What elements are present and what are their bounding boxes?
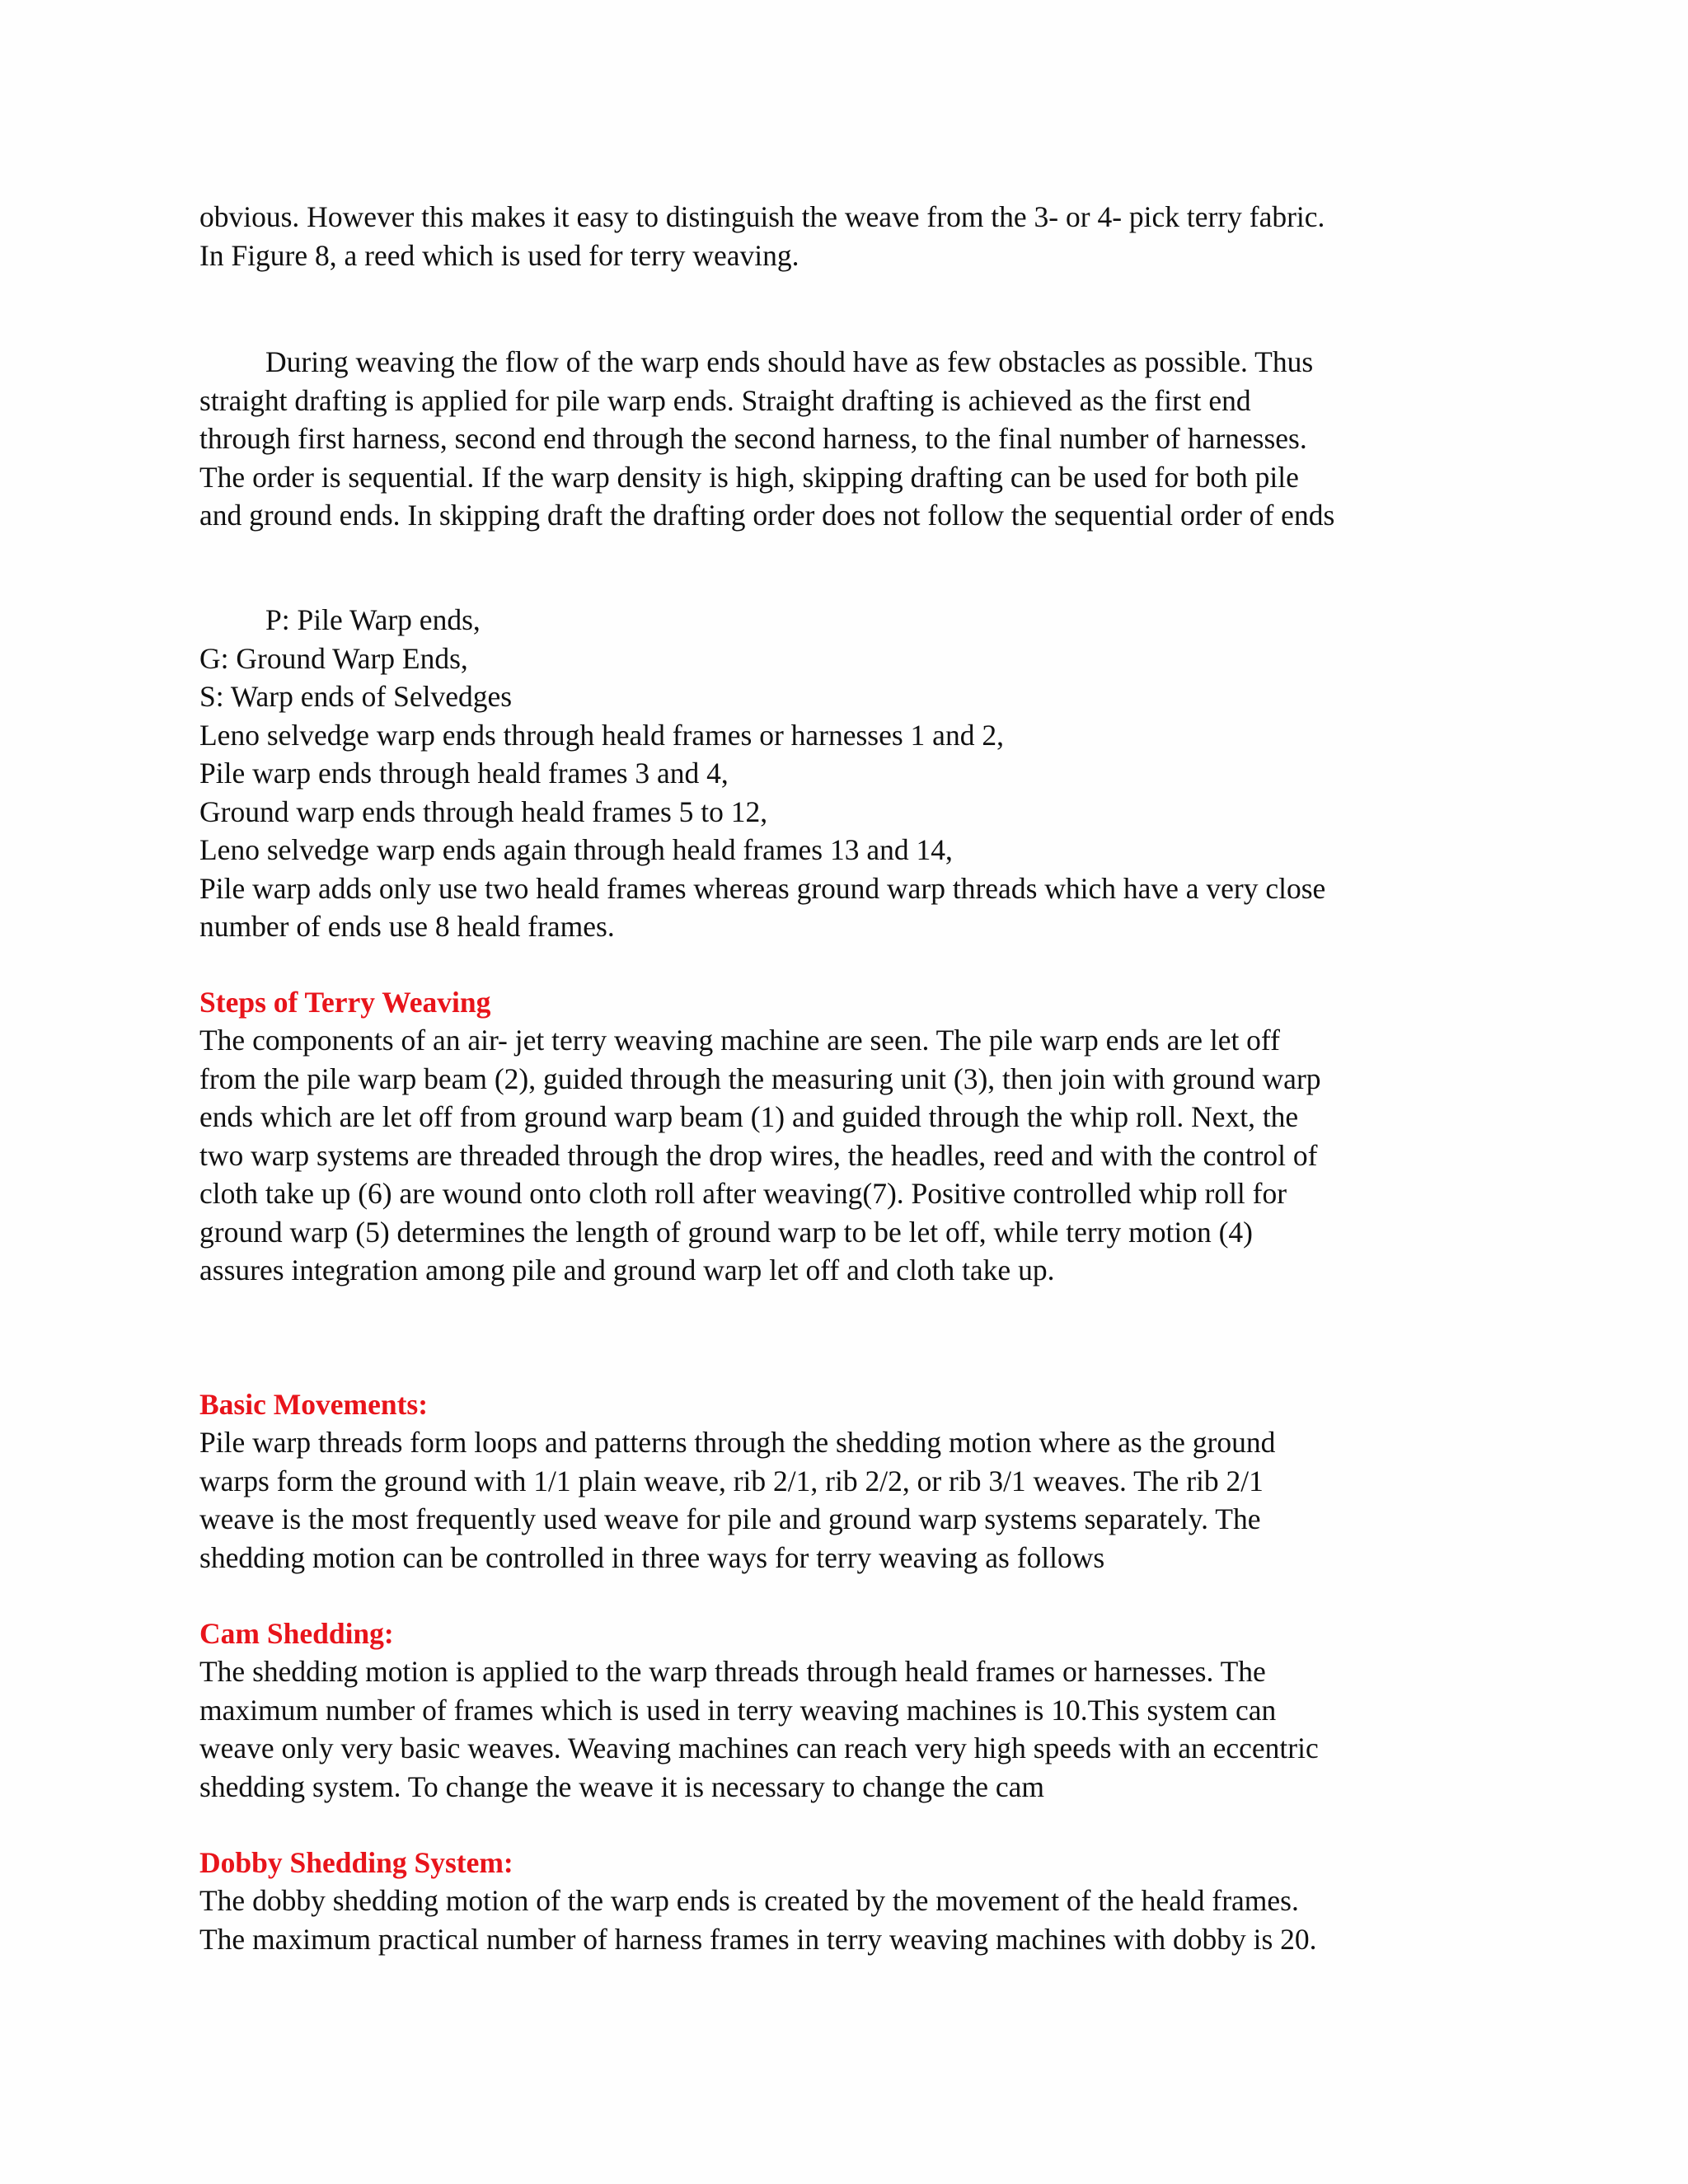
section-heading-basic-movements: Basic Movements: — [199, 1388, 429, 1421]
text-line: warps form the ground with 1/1 plain weave, rib 2/1, rib 2/2, or rib 3/1 weaves. The rib 2/1 — [199, 1464, 1264, 1497]
text-line: Pile warp adds only use two heald frames whereas ground warp threads which have a very close — [199, 871, 1326, 905]
paragraph-cam-shedding — [199, 1652, 1493, 1806]
paragraph-warp-legend — [199, 601, 1493, 946]
text-line: maximum number of frames which is used in terry weaving machines is 10.This system can — [199, 1693, 1277, 1727]
text-line: obvious. However this makes it easy to distinguish the weave from the 3- or 4- pick terry fabric. — [199, 200, 1325, 233]
paragraph-dobby-shedding — [199, 1882, 1493, 1958]
text-line: G: Ground Warp Ends, — [199, 641, 468, 675]
text-line: Pile warp threads form loops and patterns through the shedding motion where as the ground — [199, 1426, 1276, 1459]
text-line: The dobby shedding motion of the warp ends is created by the movement of the heald frames. — [199, 1884, 1299, 1917]
text-line: shedding motion can be controlled in three ways for terry weaving as follows — [199, 1540, 1105, 1574]
text-line: In Figure 8, a reed which is used for terry weaving. — [199, 238, 799, 272]
text-line: two warp systems are threaded through the drop wires, the headles, reed and with the control of — [199, 1138, 1318, 1172]
paragraph-drafting — [199, 343, 1493, 535]
paragraph-figure-reference — [199, 198, 1493, 274]
paragraph-steps — [199, 1021, 1493, 1290]
text-line: ends which are let off from ground warp beam (1) and guided through the whip roll. Next, the — [199, 1100, 1299, 1133]
text-line: and ground ends. In skipping draft the drafting order does not follow the sequential order of ends — [199, 499, 1335, 532]
text-line: number of ends use 8 heald frames. — [199, 910, 615, 943]
text-line: Leno selvedge warp ends again through heald frames 13 and 14, — [199, 833, 953, 866]
text-line: Leno selvedge warp ends through heald frames or harnesses 1 and 2, — [199, 718, 1004, 752]
text-line: Ground warp ends through heald frames 5 to 12, — [199, 794, 768, 828]
text-line: P: Pile Warp ends, — [265, 603, 481, 636]
text-line: Pile warp ends through heald frames 3 and 4, — [199, 757, 729, 790]
text-line: weave is the most frequently used weave for pile and ground warp systems separately. The — [199, 1502, 1261, 1535]
text-line: assures integration among pile and ground warp let off and cloth take up. — [199, 1254, 1055, 1286]
text-line: cloth take up (6) are wound onto cloth roll after weaving(7). Positive controlled whip roll for — [199, 1177, 1287, 1210]
text-line: During weaving the flow of the warp ends should have as few obstacles as possible. Thus — [265, 345, 1314, 378]
text-line: The components of an air- jet terry weaving machine are seen. The pile warp ends are let off — [199, 1024, 1280, 1057]
text-line: S: Warp ends of Selvedges — [199, 680, 513, 713]
text-line: The shedding motion is applied to the warp threads through heald frames or harnesses. The — [199, 1655, 1266, 1688]
text-line: weave only very basic weaves. Weaving machines can reach very high speeds with an eccentric — [199, 1732, 1319, 1765]
text-line: through first harness, second end through the second harness, to the final number of harnesses. — [199, 422, 1307, 455]
section-heading-dobby-shedding: Dobby Shedding System: — [199, 1846, 513, 1879]
paragraph-basic-movements — [199, 1423, 1493, 1577]
text-line: The order is sequential. If the warp density is high, skipping drafting can be used for both pile — [199, 460, 1299, 494]
section-heading-cam-shedding: Cam Shedding: — [199, 1617, 394, 1650]
text-line: ground warp (5) determines the length of ground warp to be let off, while terry motion (4) — [199, 1215, 1253, 1249]
text-line: shedding system. To change the weave it is necessary to change the cam — [199, 1769, 1045, 1803]
section-heading-steps: Steps of Terry Weaving — [199, 986, 491, 1019]
text-line: from the pile warp beam (2), guided through the measuring unit (3), then join with ground warp — [199, 1062, 1321, 1095]
text-line: The maximum practical number of harness frames in terry weaving machines with dobby is 20. — [199, 1922, 1317, 1956]
text-line: straight drafting is applied for pile warp ends. Straight drafting is achieved as the first end — [199, 383, 1251, 417]
